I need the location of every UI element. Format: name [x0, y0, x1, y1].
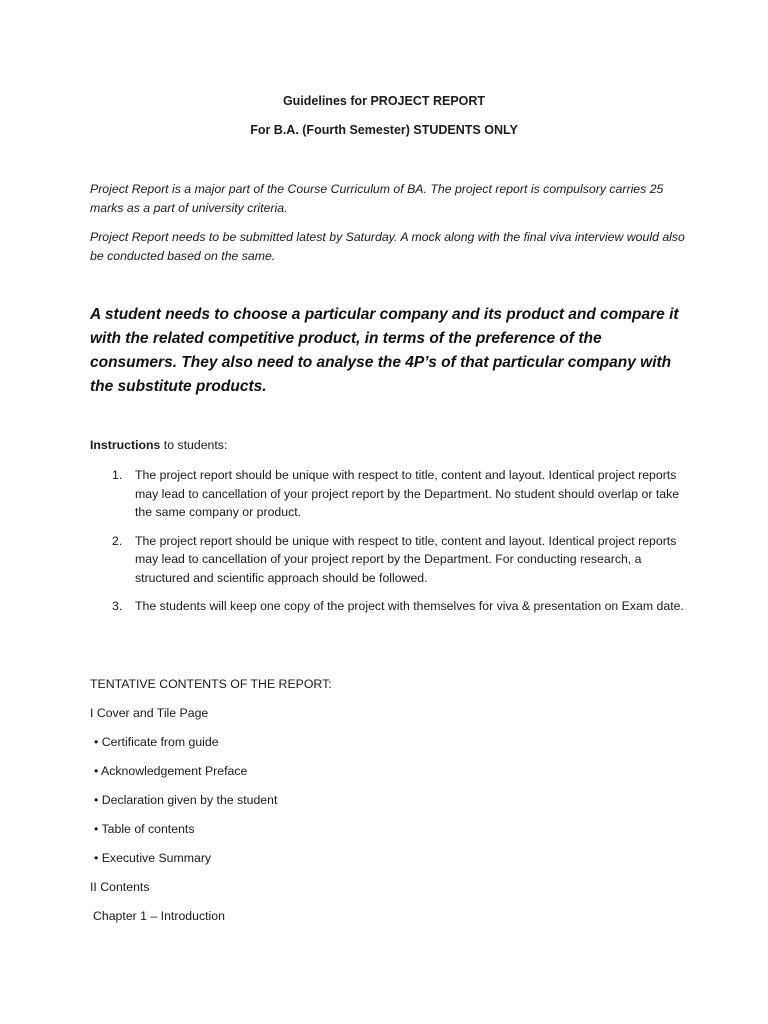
instructions-list: [90, 466, 690, 626]
list-item-number: 3.: [112, 599, 123, 613]
list-item: [90, 466, 690, 522]
list-item-text: The students will keep one copy of the project with themselves for viva & presentation on Exam date.: [135, 599, 684, 613]
contents-heading: TENTATIVE CONTENTS OF THE REPORT:: [90, 677, 332, 691]
list-item-number: 1.: [112, 468, 123, 482]
contents-bullet: • Executive Summary: [94, 851, 212, 865]
contents-bullet: • Table of contents: [94, 822, 195, 836]
list-item: [90, 597, 690, 616]
intro-paragraph-1: Project Report is a major part of the Course Curriculum of BA. The project report is compulsory carries 25 marks as a part of university criteria.: [90, 182, 664, 215]
contents-bullet: • Acknowledgement Preface: [94, 764, 248, 778]
emphasis-paragraph: A student needs to choose a particular company and its product and compare it with the related competitive product, in terms of the preference of the consumers. They also need to analyse the 4P’s of that particular company with the substitute products.: [90, 306, 679, 395]
document-subtitle: For B.A. (Fourth Semester) STUDENTS ONLY: [250, 123, 518, 137]
contents-section-1: I Cover and Tile Page: [90, 706, 209, 720]
contents-chapter-1: Chapter 1 – Introduction: [93, 909, 225, 923]
instructions-label-rest: to students:: [160, 438, 228, 452]
contents-bullet: • Certificate from guide: [94, 735, 219, 749]
contents-section-2: II Contents: [90, 880, 150, 894]
intro-paragraph-2: Project Report needs to be submitted latest by Saturday. A mock along with the final viva interview would also be conducted based on the same.: [90, 230, 685, 263]
report-contents: [90, 675, 690, 936]
list-item-text: The project report should be unique with respect to title, content and layout. Identical project reports may lead to cancellation of your project report by the Department. No student should overlap or take the same company or product.: [135, 468, 680, 519]
instructions-label: Instructions: [90, 438, 161, 452]
list-item-number: 2.: [112, 533, 123, 548]
instructions-heading: [90, 438, 227, 452]
list-item-text: The project report should be unique with respect to title, content and layout. Identical project reports may lead to cancellation of your project report by the Department. For conducting research, a structured and scientific approach should be followed.: [135, 533, 677, 585]
contents-bullet: • Declaration given by the student: [94, 793, 278, 807]
document-title: Guidelines for PROJECT REPORT: [282, 94, 486, 108]
list-item: [90, 532, 690, 588]
